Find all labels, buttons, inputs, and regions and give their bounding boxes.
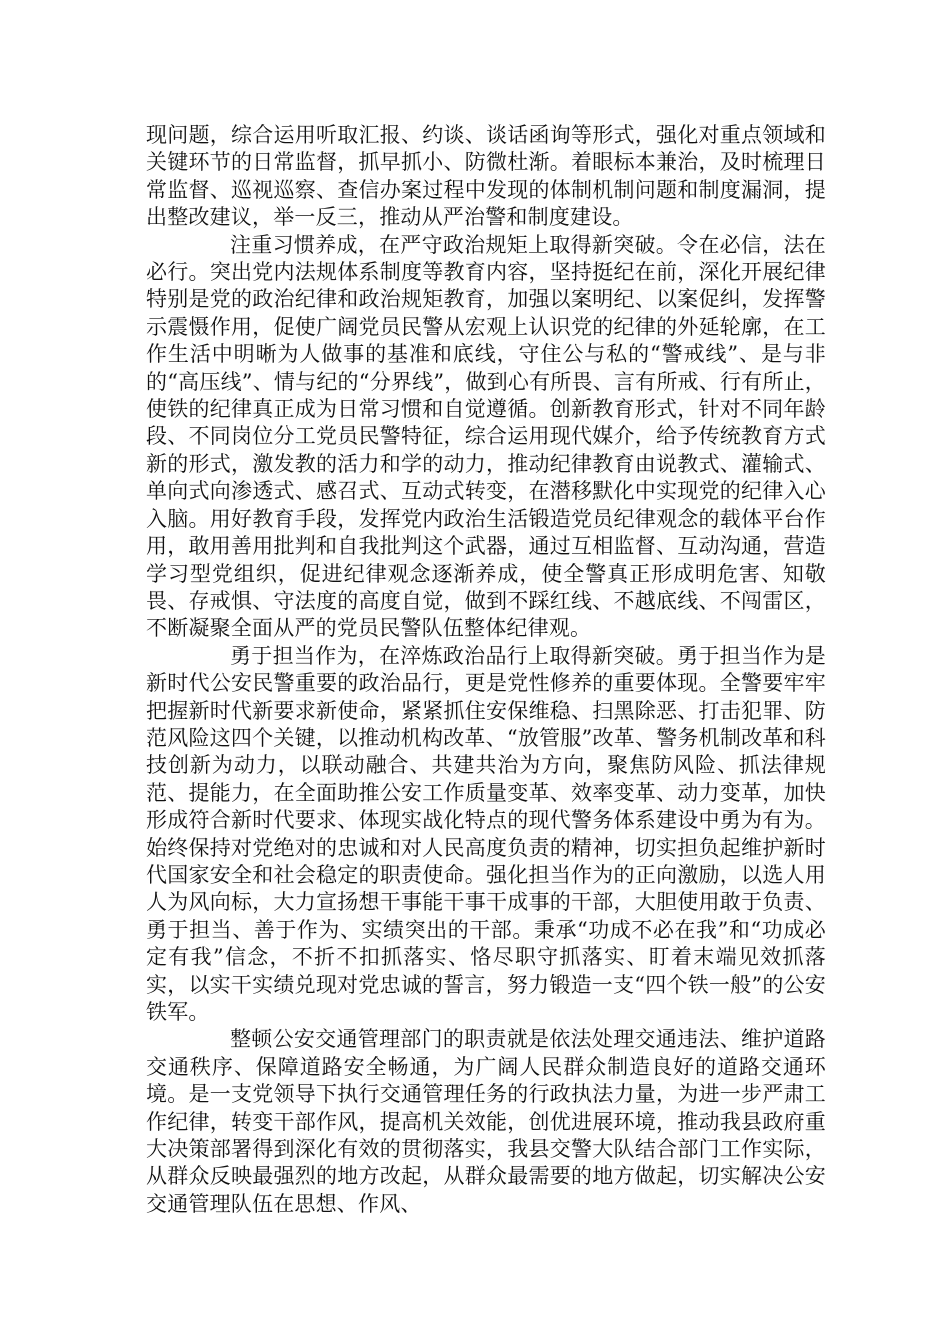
document-body [146, 122, 826, 1218]
paragraph-3: 勇于担当作为，在淬炼政治品行上取得新突破。勇于担当作为是新时代公安民警重要的政治品行，更是党性修养的重要体现。全警要牢牢把握新时代新要求新使命，紧紧抓住安保维稳、扫黑除恶、打击犯罪、防范风险这四个关键，以推动机构改革、“放管服”改革、警务机制改革和科技创新为动力，以联动融合、共建共治为方向，聚焦防风险、抓法律规范、提能力，在全面助推公安工作质量变革、效率变革、动力变革，加快形成符合新时代要求、体现实战化特点的现代警务体系建设中勇为有为。始终保持对党绝对的忠诚和对人民高度负责的精神，切实担负起维护新时代国家安全和社会稳定的职责使命。强化担当作为的正向激励，以选人用人为风向标，大力宣扬想干事能干事干成事的干部，大胆使用敢于负责、勇于担当、善于作为、实绩突出的干部。秉承“功成不必在我”和“功成必定有我”信念，不折不扣抓落实、恪尽职守抓落实、盯着末端见效抓落实，以实干实绩兑现对党忠诚的誓言，努力锻造一支“四个铁一般”的公安铁军。 [146, 643, 826, 1024]
paragraph-1: 现问题，综合运用听取汇报、约谈、谈话函询等形式，强化对重点领域和关键环节的日常监督，抓早抓小、防微杜渐。着眼标本兼治，及时梳理日常监督、巡视巡察、查信办案过程中发现的体制机制问题和制度漏洞，提出整改建议，举一反三，推动从严治警和制度建设。 [146, 123, 826, 230]
paragraph-2: 注重习惯养成，在严守政治规矩上取得新突破。令在必信，法在必行。突出党内法规体系制度等教育内容，坚持挺纪在前，深化开展纪律特别是党的政治纪律和政治规矩教育，加强以案明纪、以案促纠，发挥警示震慑作用，促使广阔党员民警从宏观上认识党的纪律的外延轮廓，在工作生活中明晰为人做事的基准和底线，守住公与私的“警戒线”、是与非的“高压线”、情与纪的“分界线”，做到心有所畏、言有所戒、行有所止，使铁的纪律真正成为日常习惯和自觉遵循。创新教育形式，针对不同年龄段、不同岗位分工党员民警特征，综合运用现代媒介，给予传统教育方式新的形式，激发教的活力和学的动力，推动纪律教育由说教式、灌输式、单向式向渗透式、感召式、互动式转变，在潜移默化中实现党的纪律入心入脑。用好教育手段，发挥党内政治生活锻造党员纪律观念的载体平台作用，敢用善用批判和自我批判这个武器，通过互相监督、互动沟通，营造学习型党组织，促进纪律观念逐渐养成，使全警真正形成明危害、知敬畏、存戒惧、守法度的高度自觉，做到不踩红线、不越底线、不闯雷区，不断凝聚全面从严的党员民警队伍整体纪律观。 [146, 232, 826, 641]
paragraph-4: 整顿公安交通管理部门的职责就是依法处理交通违法、维护道路交通秩序、保障道路安全畅通，为广阔人民群众制造良好的道路交通环境。是一支党领导下执行交通管理任务的行政执法力量，为进一步严肃工作纪律，转变干部作风，提高机关效能，创优进展环境，推动我县政府重大决策部署得到深化有效的贯彻落实，我县交警大队结合部门工作实际，从群众反映最强烈的地方改起，从群众最需要的地方做起，切实解决公安交通管理队伍在思想、作风、 [146, 1027, 826, 1216]
